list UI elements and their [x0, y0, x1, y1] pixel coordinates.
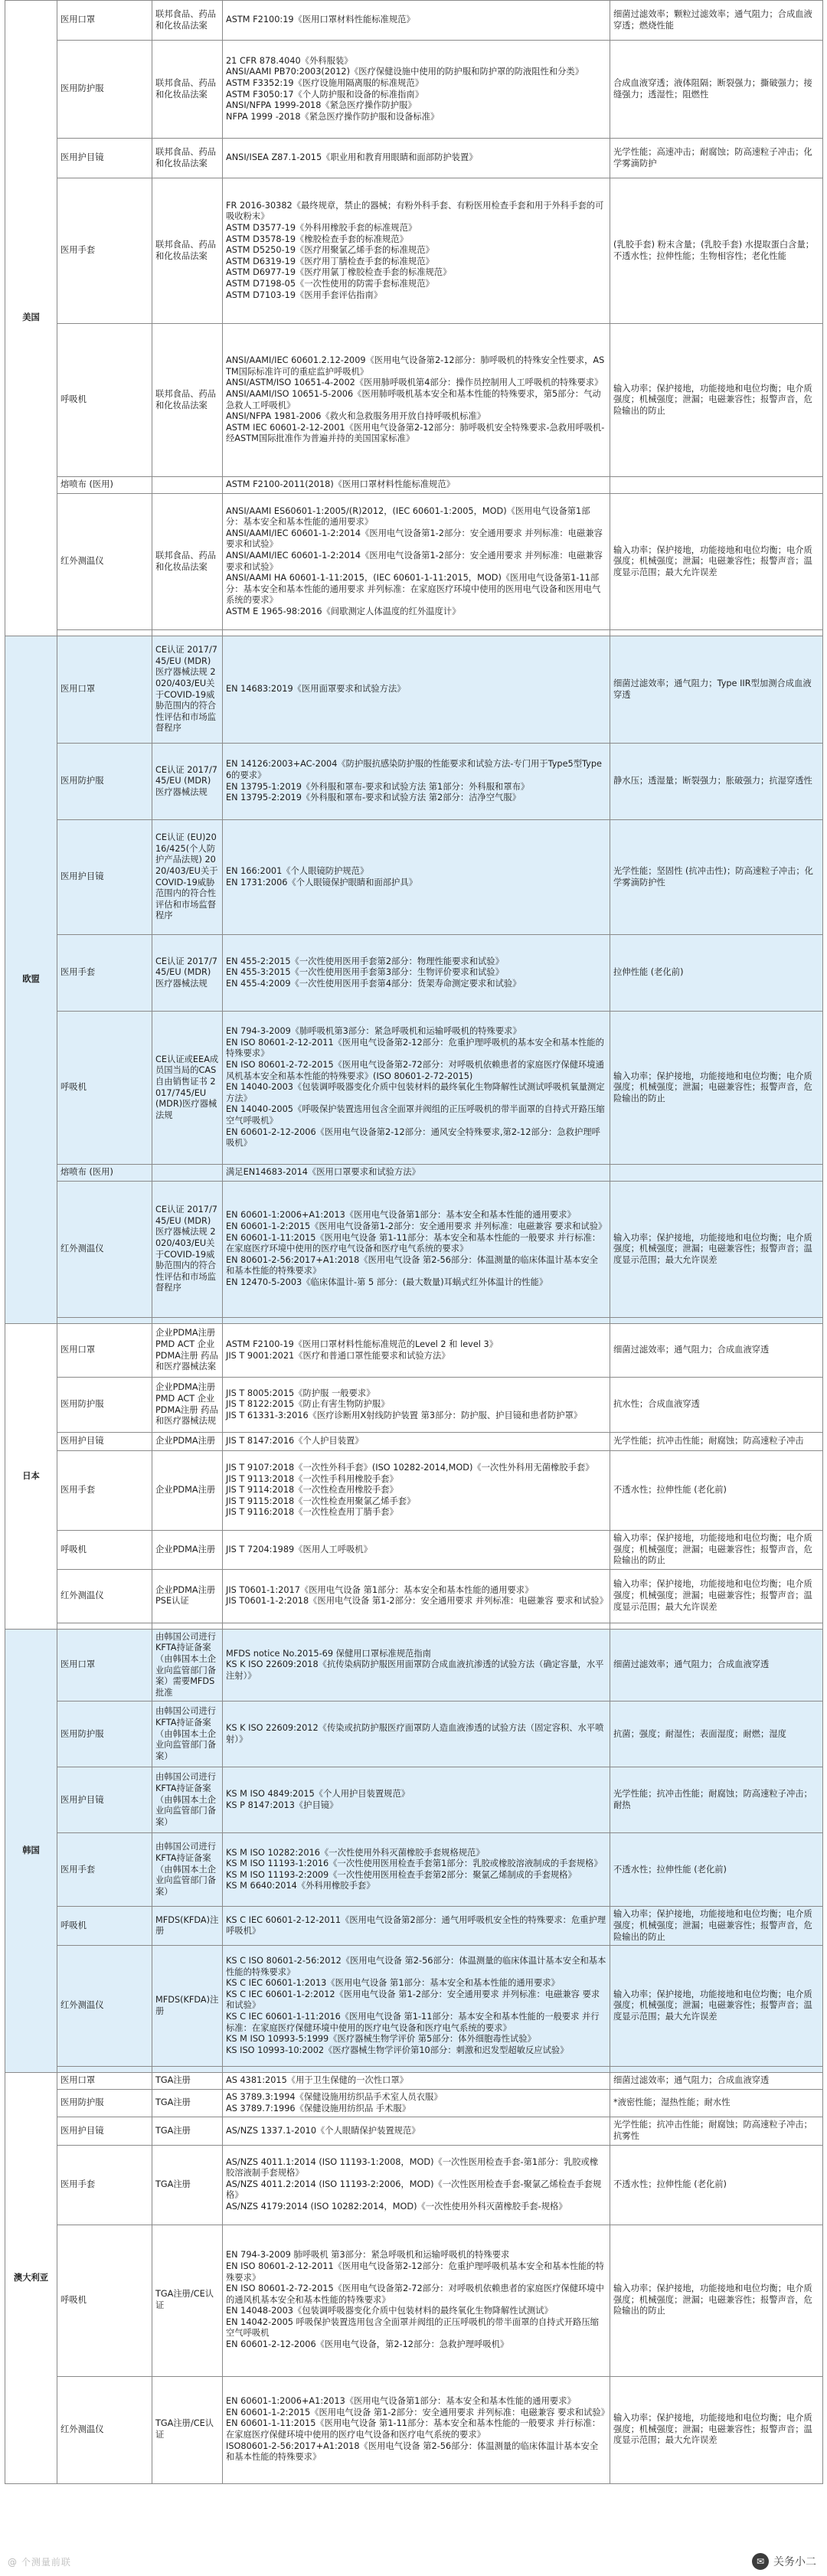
category-cell: 医用防护服	[57, 1702, 152, 1767]
table-row	[5, 2090, 823, 2117]
standard-line: ANSI/AAMI/IEC 60601-1-2:2014《医用电气设备第1-2部分：安全通用要求 并列标准：电磁兼容 要求和试验》	[226, 550, 603, 572]
standard-line: KS C ISO 80601-2-56:2012《医用电气设备 第2-56部分：体温测量的临床体温计基本安全和基本性能的特殊要求》	[226, 1955, 606, 1977]
indicators-cell	[610, 1318, 823, 1324]
category-cell: 熔喷布 (医用)	[57, 1165, 152, 1182]
table-row	[5, 935, 823, 1012]
standard-line: JIS T 9115:2018《一次性检查用聚氯乙烯手套》	[226, 1496, 416, 1506]
standard-line: ASTM F3352:19《医疗设施用隔离服的标准规范》	[226, 77, 424, 88]
category-cell: 医用手套	[57, 1451, 152, 1531]
standard-line: EN 60601-1-2:2015《医用电气设备 第1-2部分：安全通用要求 并列标准：电磁兼容 要求和试验》	[226, 2407, 610, 2417]
category-cell: 呼吸机	[57, 2225, 152, 2376]
category-cell	[57, 2067, 152, 2073]
standard-line: EN 794-3-2009《肺呼吸机第3部分：紧急呼吸机和运输呼吸机的特殊要求》	[226, 1026, 521, 1037]
regulation-cell: 联邦食品、药品和化妆品法案	[152, 324, 223, 477]
regulation-cell: 企业PDMA注册 PMD ACT 企业PDMA注册 药品和医疗器械法规	[152, 1378, 223, 1433]
category-cell: 医用防护服	[57, 2090, 152, 2117]
category-cell: 红外测温仪	[57, 2376, 152, 2483]
category-cell: 医用护目镜	[57, 139, 152, 178]
standards-cell	[223, 935, 610, 1012]
regulation-cell: TGA注册	[152, 2145, 223, 2225]
indicators-cell	[610, 630, 823, 636]
standard-line: ASTM F3050:17《个人防护服和设备的标准指南》	[226, 89, 424, 100]
standard-line: AS/NZS 4179:2014 (ISO 10282:2014，MOD)《一次性使用外科灭菌橡胶手套-规格》	[226, 2201, 567, 2212]
standard-line: KS C IEC 60601-1:2013《医用电气设备 第1部分：基本安全和基本性能的通用要求》	[226, 1978, 560, 1989]
standards-cell	[223, 2067, 610, 2073]
category-cell: 呼吸机	[57, 1531, 152, 1570]
table-row	[5, 1324, 823, 1378]
indicators-cell: 细菌过滤效率；通气阻力；Type IIR型加测合成血液穿透	[610, 636, 823, 744]
standards-cell	[223, 1833, 610, 1907]
table-row	[5, 1946, 823, 2067]
standard-line: EN 166:2001《个人眼镜防护规范》	[226, 865, 369, 876]
standards-cell	[223, 2225, 610, 2376]
regulation-cell: MFDS(KFDA)注册	[152, 1907, 223, 1946]
standards-cell	[223, 1318, 610, 1324]
standard-line: ANSI/ASTM/ISO 10651-4-2002《医用肺呼吸机第4部分：操作员控制用人工呼吸机的特殊要求》	[226, 378, 603, 388]
standard-line: KS M ISO 11193-1:2016《一次性使用医用检查手套第1部分：乳胶或橡胶溶液制成的手套规格》	[226, 1858, 603, 1869]
standard-line: KS M ISO 10282:2016《一次性使用外科灭菌橡胶手套规格规范》	[226, 1847, 485, 1858]
standards-cell	[223, 1702, 610, 1767]
standard-line: ASTM F2100-2011(2018)《医用口罩材料性能标准规范》	[226, 479, 455, 490]
regulation-cell: CE认证 2017/745/EU (MDR)医疗器械法规	[152, 744, 223, 820]
indicators-cell: 光学性能；坚固性 (抗冲击性)；防高速粒子冲击；化学雾滴防护性	[610, 820, 823, 935]
regulation-cell	[152, 2067, 223, 2073]
standards-cell	[223, 2117, 610, 2145]
standard-line: EN 60601-1-11:2015《医用电气设备 第1-11部分：基本安全和基本性能的一般要求 并行标准：在家庭医疗保健环境中使用的医疗电气设备和医疗电气系统的要求》	[226, 2418, 601, 2440]
indicators-cell: 输入功率；保护接地，功能接地和电位均衡；电介质强度；机械强度；泄漏；电磁兼容性；报警声音，危险输出的防止	[610, 2225, 823, 2376]
category-cell	[57, 1318, 152, 1324]
standards-cell	[223, 1012, 610, 1165]
standard-line: EN 60601-1-11:2015《医用电气设备 第1-11部分：基本安全和基本性能的一般要求 并行标准：在家庭医疗环境中使用的医疗电气设备和医疗电气系统的要求》	[226, 1232, 601, 1254]
regulation-cell: 企业PDMA注册 PSE认证	[152, 1569, 223, 1623]
standard-line: AS 3789.7:1996《保健设施用纺织品 手术服》	[226, 2103, 411, 2113]
standard-line: EN 60601-2-12-2006《医用电气设备，第2-12部分：急救护理呼吸机》	[226, 2339, 509, 2350]
standard-line: EN 455-2:2015《一次性使用医用手套第2部分：物理性能要求和试验》	[226, 956, 504, 966]
regulation-cell: 联邦食品、药品和化妆品法案	[152, 178, 223, 324]
regulation-cell: CE认证 2017/745/EU (MDR)医疗器械法规 2020/403/EU关于COVID-19威胁范围内的符合性评估和市场监督程序	[152, 636, 223, 744]
table-row	[5, 1569, 823, 1623]
standards-cell	[223, 1907, 610, 1946]
standard-line: JIS T 9116:2018《一次性检查用丁腈手套》	[226, 1507, 398, 1518]
indicators-cell: 不透水性；拉伸性能 (老化前)	[610, 2145, 823, 2225]
standard-line: JIS T 61331-3:2016《医疗诊断用X射线防护装置 第3部分：防护服、护目镜和患者防护罩》	[226, 1410, 583, 1420]
standard-line: KS M ISO 10993-5:1999《医疗器械生物学评价 第5部分：体外细胞毒性试验》	[226, 2034, 536, 2045]
table-row	[5, 1833, 823, 1907]
table-row	[5, 744, 823, 820]
indicators-cell: 输入功率；保护接地，功能接地和电位均衡；电介质强度；机械强度；泄漏；电磁兼容性；报警声音，危险输出的防止	[610, 1907, 823, 1946]
indicators-cell: (乳胶手套) 粉末含量；(乳胶手套) 水提取蛋白含量；不透水性；拉伸性能；生物相容性；老化性能	[610, 178, 823, 324]
category-cell: 医用防护服	[57, 1378, 152, 1433]
indicators-cell: 输入功率；保护接地，功能接地和电位均衡；电介质强度；机械强度；泄漏；电磁兼容性；报警声音，危险输出的防止	[610, 1012, 823, 1165]
standard-line: NFPA 1999 -2018《紧急医疗操作防护服和设备标准》	[226, 111, 440, 122]
standard-line: EN 794-3-2009 肺呼吸机 第3部分：紧急呼吸机和运输呼吸机的特殊要求	[226, 2250, 510, 2261]
indicators-cell: 合成血液穿透；液体阻隔；断裂强力；撕破强力；接缝强力；透湿性；阻燃性	[610, 41, 823, 139]
standards-cell	[223, 1767, 610, 1833]
standards-cell	[223, 636, 610, 744]
indicators-cell: 细菌过滤效率；颗粒过滤效率；通气阻力；合成血液穿透；燃烧性能	[610, 1, 823, 41]
standard-line: JIS T 9114:2018《一次性检查用橡胶手套》	[226, 1485, 398, 1496]
standard-line: EN 14042-2005 呼吸保护装置选用包含全面罩并阀组的正压呼吸机的带半面罩的自持式开路压缩空气呼吸机	[226, 2316, 599, 2339]
table-row	[5, 1907, 823, 1946]
indicators-cell	[610, 1165, 823, 1182]
standard-line: EN 60601-2-12-2006《医用电气设备第2-12部分：通风安全特殊要求,第2-12部分：急救护理呼吸机》	[226, 1126, 600, 1149]
indicators-cell: 输入功率；保护接地，功能接地和电位均衡；电介质强度；机械强度；泄漏；电磁兼容性；报警声音；温度显示范围；最大允许误差	[610, 1946, 823, 2067]
standard-line: ANSI/AAMI/IEC 60601.2.12-2009《医用电气设备第2-12部分：肺呼吸机的特殊安全性要求，ASTM国际标准许可的重症监护呼吸机》	[226, 355, 605, 377]
standard-line: JIS T 9113:2018《一次性手科用橡胶手套》	[226, 1473, 398, 1484]
category-cell: 红外测温仪	[57, 494, 152, 630]
table-row	[5, 2073, 823, 2090]
category-cell	[57, 630, 152, 636]
table-row	[5, 178, 823, 324]
standard-line: EN 455-4:2009《一次性使用医用手套第4部分：货架寿命测定要求和试验》	[226, 978, 521, 989]
standards-cell	[223, 2090, 610, 2117]
standard-line: AS/NZS 4011.1:2014 (ISO 11193-1:2008，MOD)《一次性医用检查手套-第1部分：乳胶或橡胶溶液制手套规格》	[226, 2156, 599, 2179]
regulation-cell	[152, 1318, 223, 1324]
standard-line: EN 12470-5-2003《临床体温计-第 5 部分：(最大数量)耳蜗式红外体温计的性能》	[226, 1277, 548, 1287]
table-row	[5, 1, 823, 41]
category-cell: 医用手套	[57, 178, 152, 324]
category-cell: 医用防护服	[57, 744, 152, 820]
watermark-right	[752, 2553, 816, 2570]
standard-line: ASTM D6319-19《医疗用丁腈检查手套的标准规范》	[226, 256, 434, 266]
indicators-cell	[610, 477, 823, 494]
standard-line: EN 14126:2003+AC-2004《防护服抗感染防护服的性能要求和试验方法-专门用于Type5型Type6的要求》	[226, 759, 602, 780]
category-cell: 呼吸机	[57, 324, 152, 477]
standard-line: AS 3789.3:1994《保健设施用纺织品手术室人员衣服》	[226, 2092, 443, 2103]
category-cell: 红外测温仪	[57, 1182, 152, 1318]
regulation-cell: TGA注册	[152, 2073, 223, 2090]
spacer-row	[5, 1623, 823, 1629]
standards-cell	[223, 1433, 610, 1451]
regulation-cell: CE认证 (EU)2016/425(个人防护产品法规) 2020/403/EU关于COVID-19威胁范围内的符合性评估和市场监督程序	[152, 820, 223, 935]
standards-cell	[223, 2145, 610, 2225]
standard-line: EN ISO 80601-2-12-2011《医用电气设备第2-12部分：危重护理呼吸机基本安全和基本性能的特殊要求》	[226, 2261, 604, 2283]
indicators-cell	[610, 2067, 823, 2073]
standard-line: EN 14048-2003《包装调呼吸器变化介质中包装材料的最终氧化生物降解性试测试》	[226, 2306, 553, 2316]
table-row	[5, 139, 823, 178]
watermark-account-name: 关务小二	[773, 2556, 816, 2568]
standard-line: ANSI/NFPA 1999-2018《紧急医疗操作防护服》	[226, 100, 417, 111]
indicators-cell: 光学性能；高速冲击；耐腐蚀；防高速粒子冲击；化学雾滴防护	[610, 139, 823, 178]
indicators-cell	[610, 1623, 823, 1629]
standards-cell	[223, 1629, 610, 1702]
category-cell: 红外测温仪	[57, 1946, 152, 2067]
category-cell: 医用手套	[57, 2145, 152, 2225]
regulation-cell	[152, 477, 223, 494]
standard-line: ISO80601-2-56:2017+A1:2018《医用电气设备 第2-56部分：体温测量的临床体温计基本安全和基本性能的特殊要求》	[226, 2440, 599, 2463]
standard-line: EN 14683:2019《医用面罩要求和试验方法》	[226, 684, 406, 695]
standard-line: JIS T 7204:1989《医用人工呼吸机》	[226, 1544, 372, 1554]
table-row	[5, 1378, 823, 1433]
regulation-cell: 企业PDMA注册 PMD ACT 企业PDMA注册 药品和医疗器械法案	[152, 1324, 223, 1378]
standards-cell	[223, 630, 610, 636]
standard-line: EN 80601-2-56:2017+A1:2018《医用电气设备 第2-56部分：体温测量的临床体温计基本安全和基本性能的特殊要求》	[226, 1254, 598, 1277]
wechat-icon: ✉	[752, 2553, 769, 2570]
table-row	[5, 2225, 823, 2376]
standard-line: EN 1731:2006《个人眼镜保护眼睛和面部护具》	[226, 877, 417, 888]
country-cell: 欧盟	[5, 636, 57, 1324]
indicators-cell: 拉伸性能 (老化前)	[610, 935, 823, 1012]
standard-line: EN ISO 80601-2-72-2015《医用电气设备第2-72部分：对呼吸机依赖患者的家庭医疗保健环境通风机基本安全和基本性能的特殊要求》(ISO 80601-2-72-2015)	[226, 1060, 604, 1081]
standard-line: JIS T 8122:2015《防止有害生物防护服》	[226, 1399, 390, 1410]
regulation-cell: 企业PDMA注册	[152, 1531, 223, 1570]
standards-cell	[223, 1531, 610, 1570]
standard-line: KS K ISO 22609:2012《传染或抗防护服医疗面罩防人造血液渗透的试验方法（固定容积、水平喷射）》	[226, 1723, 604, 1744]
regulation-cell: 由韩国公司进行KFTA持证备案（由韩国本土企业向监管部门备案）	[152, 1767, 223, 1833]
standard-line: KS P 8147:2013《护目镜》	[226, 1800, 338, 1810]
standards-cell	[223, 1623, 610, 1629]
standard-line: AS 4381:2015《用于卫生保健的一次性口罩》	[226, 2075, 408, 2086]
standard-line: FR 2016-30382《最终规章，禁止的器械；有粉外科手套、有粉医用检查手套和用于外科手套的可吸收粉末》	[226, 200, 604, 222]
indicators-cell: 输入功率；保护接地，功能接地和电位均衡；电介质强度；机械强度；泄漏；电磁兼容性；报警声音；温度显示范围；最大允许误差	[610, 494, 823, 630]
category-cell: 医用手套	[57, 1833, 152, 1907]
regulation-cell: 企业PDMA注册	[152, 1433, 223, 1451]
standard-line: EN 13795-2:2019《外科服和罩布-要求和试验方法 第2部分：洁净空气服》	[226, 793, 521, 803]
standard-line: ANSI/AAMI HA 60601-1-11:2015，(IEC 60601-1-11:2015，MOD)《医用电气设备第1-11部分：基本安全和基本性能的通用要求 并列标准：在家庭医疗环境中使用的医用电气设备和医用电气系统的要求》	[226, 573, 601, 606]
category-cell: 医用防护服	[57, 41, 152, 139]
regulation-cell: 联邦食品、药品和化妆品法案	[152, 1, 223, 41]
standard-line: 满足EN14683-2014《医用口罩要求和试验方法》	[226, 1167, 420, 1178]
standard-line: ASTM F2100-19《医用口罩材料性能标准规范的Level 2 和 level 3》	[226, 1339, 498, 1349]
table-row	[5, 1451, 823, 1531]
standard-line: ASTM D7103-19《医用手套评估指南》	[226, 289, 383, 300]
category-cell: 医用护目镜	[57, 1767, 152, 1833]
table-row	[5, 1165, 823, 1182]
table-row	[5, 494, 823, 630]
standard-line: EN 14040-2005《呼吸保护装置选用包含全面罩并阀组的正压呼吸机的带半面罩的自持式开路压缩空气呼吸机》	[226, 1104, 605, 1126]
indicators-cell: 输入功率；保护接地，功能接地和电位均衡；电介质强度；机械强度；泄漏；电磁兼容性；报警声音；温度显示范围；最大允许误差	[610, 1182, 823, 1318]
country-cell: 美国	[5, 1, 57, 636]
category-cell: 医用护目镜	[57, 820, 152, 935]
standard-line: JIS T0601-1-2:2018《医用电气设备 第1-2部分：安全通用要求 并列标准：电磁兼容 要求和试验》	[226, 1596, 608, 1607]
standards-cell	[223, 1378, 610, 1433]
category-cell: 医用口罩	[57, 2073, 152, 2090]
standards-cell	[223, 1, 610, 41]
standards-cell	[223, 1165, 610, 1182]
standard-line: JIS T 8005:2015《防护服 一般要求》	[226, 1388, 375, 1398]
category-cell: 医用口罩	[57, 636, 152, 744]
spacer-row	[5, 1318, 823, 1324]
indicators-cell: 细菌过滤效率；通气阻力；合成血液穿透	[610, 1324, 823, 1378]
standards-cell	[223, 477, 610, 494]
table-row	[5, 477, 823, 494]
standard-line: AS/NZS 1337.1-2010《个人眼睛保护装置规范》	[226, 2125, 420, 2136]
regulation-cell	[152, 1623, 223, 1629]
standards-cell	[223, 41, 610, 139]
standards-cell	[223, 2376, 610, 2483]
standard-line: JIS T 9107:2018《一次性外科手套》(ISO 10282-2014,MOD)《一次性外科用无菌橡胶手套》	[226, 1463, 594, 1473]
indicators-cell: 抗水性；合成血液穿透	[610, 1378, 823, 1433]
standard-line: ASTM E 1965-98:2016《间歇测定人体温度的红外温度计》	[226, 606, 461, 616]
standard-line: KS C IEC 60601-1-11:2016《医用电气设备 第1-11部分：基本安全和基本性能的一般要求 并行标准：在家庭医疗保健环境中使用的医疗电气设备和医疗电气系统的要求》	[226, 2011, 600, 2033]
indicators-cell: 输入功率；保护接地，功能接地和电位均衡；电介质强度；机械强度；泄漏；电磁兼容性；报警声音；温度显示范围；最大允许误差	[610, 1569, 823, 1623]
indicators-cell: 不透水性；拉伸性能 (老化前)	[610, 1451, 823, 1531]
table-row	[5, 1767, 823, 1833]
standard-line: ANSI/NFPA 1981-2006《救火和急救服务用开放自持呼吸机标准》	[226, 411, 486, 422]
standards-cell	[223, 820, 610, 935]
standard-line: ASTM D5250-19《医疗用聚氯乙烯手套的标准规范》	[226, 245, 434, 256]
category-cell: 医用手套	[57, 935, 152, 1012]
standards-cell	[223, 2073, 610, 2090]
category-cell: 红外测温仪	[57, 1569, 152, 1623]
indicators-cell: 细菌过滤效率；通气阻力；合成血液穿透	[610, 2073, 823, 2090]
category-cell: 医用口罩	[57, 1324, 152, 1378]
indicators-cell: 光学性能；抗冲击性能；耐腐蚀；防高速粒子冲击；耐热	[610, 1767, 823, 1833]
standard-line: KS C IEC 60601-1-2:2012《医用电气设备 第1-2部分：安全通用要求 并列标准：电磁兼容 要求和试验》	[226, 1989, 600, 2011]
standard-line: ANSI/AAMI ES60601-1:2005/(R)2012，(IEC 60601-1:2005，MOD)《医用电气设备第1部分：基本安全和基本性能的通用要求》	[226, 505, 590, 528]
regulation-cell: 企业PDMA注册	[152, 1451, 223, 1531]
regulation-cell: TGA注册	[152, 2090, 223, 2117]
standard-line: KS M 6640:2014《外科用橡胶手套》	[226, 1881, 375, 1891]
standards-cell	[223, 494, 610, 630]
category-cell: 呼吸机	[57, 1907, 152, 1946]
table-row	[5, 1182, 823, 1318]
standard-line: EN 60601-1:2006+A1:2013《医用电气设备第1部分：基本安全和基本性能的通用要求》	[226, 1210, 576, 1221]
watermark-left: @ 个测量前联	[8, 2557, 71, 2568]
table-row	[5, 636, 823, 744]
standards-cell	[223, 744, 610, 820]
standard-line: AS/NZS 4011.2:2014 (ISO 11193-2:2006，MOD)《一次性医用检查手套-聚氯乙烯检查手套规格》	[226, 2179, 602, 2201]
standard-line: EN ISO 80601-2-12-2011《医用电气设备第2-12部分：危重护理呼吸机的基本安全和基本性能的特殊要求》	[226, 1037, 604, 1059]
regulation-cell: 联邦食品、药品和化妆品法案	[152, 41, 223, 139]
standard-line: KS M ISO 4849:2015《个人用护目装置规范》	[226, 1789, 410, 1800]
regulation-cell: CE认证或EEA成员国当局的CAS自由销售证书 2017/745/EU (MDR)医疗器械法规	[152, 1012, 223, 1165]
standard-line: ANSI/AAMI/IEC 60601-1-2:2014《医用电气设备第1-2部分：安全通用要求 并列标准：电磁兼容 要求和试验》	[226, 528, 603, 550]
standard-line: KS K ISO 22609:2018《抗传染病防护服医用面罩防合成血液抗渗透的试验方法（确定容量，水平注射）》	[226, 1659, 604, 1681]
standard-line: ANSI/AAMI/ISO 10651-5-2006《医用肺呼吸机基本安全和基本性能的特殊要求，第5部分：气动急救人工呼吸机》	[226, 388, 601, 410]
indicators-cell: 不透水性；拉伸性能 (老化前)	[610, 1833, 823, 1907]
table-row	[5, 1012, 823, 1165]
category-cell: 呼吸机	[57, 1012, 152, 1165]
standard-line: EN 455-3:2015《一次性使用医用手套第3部分：生物评价要求和试验》	[226, 967, 504, 978]
standard-line: ANSI/ISEA Z87.1-2015《职业用和教育用眼睛和面部防护装置》	[226, 152, 478, 163]
standards-cell	[223, 139, 610, 178]
standard-line: ANSI/AAMI PB70:2003(2012)《医疗保健设施中使用的防护服和防护罩的防液阻性和分类》	[226, 67, 584, 77]
category-cell	[57, 1623, 152, 1629]
standards-cell	[223, 324, 610, 477]
standards-table	[5, 0, 823, 2484]
regulation-cell: 由韩国公司进行KFTA持证备案（由韩国本土企业向监管部门备案）需要MFDS批准	[152, 1629, 223, 1702]
standards-cell	[223, 1182, 610, 1318]
standards-cell	[223, 1324, 610, 1378]
standards-cell	[223, 1451, 610, 1531]
regulation-cell	[152, 630, 223, 636]
standard-line: MFDS notice No.2015-69 保健用口罩标准规范指南	[226, 1648, 431, 1659]
table-row	[5, 41, 823, 139]
regulation-cell	[152, 1165, 223, 1182]
regulation-cell: 由韩国公司进行KFTA持证备案（由韩国本土企业向监管部门备案）	[152, 1702, 223, 1767]
indicators-cell: 输入功率；保护接地，功能接地和电位均衡；电介质强度；机械强度；泄漏；电磁兼容性；报警声音；温度显示范围；最大允许误差	[610, 2376, 823, 2483]
standards-cell	[223, 1569, 610, 1623]
indicators-cell: 输入功率；保护接地，功能接地和电位均衡；电介质强度；机械强度；泄漏；电磁兼容性；报警声音，危险输出的防止	[610, 324, 823, 477]
regulation-cell: CE认证 2017/745/EU (MDR)医疗器械法规	[152, 935, 223, 1012]
standards-cell	[223, 1946, 610, 2067]
standard-line: KS M ISO 11193-2:2009《一次性使用医用检查手套第2部分：聚氯乙烯制成的手套规格》	[226, 1869, 577, 1880]
table-row	[5, 1433, 823, 1451]
standard-line: 21 CFR 878.4040《外科服装》	[226, 55, 353, 66]
table-row	[5, 1629, 823, 1702]
regulation-cell: TGA注册/CE认证	[152, 2225, 223, 2376]
indicators-cell: 抗菌；强度；耐湿性；表面湿度；耐燃；湿度	[610, 1702, 823, 1767]
standard-line: JIS T 8147:2016《个人护目装置》	[226, 1436, 364, 1447]
standard-line: ASTM D6977-19《医疗用氯丁橡胶检查手套的标准规范》	[226, 267, 452, 278]
standard-line: EN ISO 80601-2-72-2015《医用电气设备第2-72部分：对呼吸机依赖患者的家庭医疗保健环境中的通风机基本安全和基本性能的特殊要求》	[226, 2283, 604, 2305]
country-cell: 日本	[5, 1324, 57, 1630]
standard-line: EN 60601-1:2006+A1:2013《医用电气设备第1部分：基本安全和基本性能的通用要求》	[226, 2396, 576, 2407]
standard-line: ASTM D3577-19《外科用橡胶手套的标准规范》	[226, 223, 417, 234]
table-row	[5, 2145, 823, 2225]
category-cell: 医用口罩	[57, 1, 152, 41]
standard-line: KS ISO 10993-10:2002《医疗器械生物学评价第10部分：刺激和迟发型超敏反应试验》	[226, 2045, 569, 2055]
country-cell: 韩国	[5, 1629, 57, 2072]
regulation-cell: 联邦食品、药品和化妆品法案	[152, 139, 223, 178]
standard-line: ASTM D7198-05《一次性使用的防需手套标准规范》	[226, 278, 434, 289]
indicators-cell: 输入功率；保护接地，功能接地和电位均衡；电介质强度；机械强度；泄漏；电磁兼容性；报警声音，危险输出的防止	[610, 1531, 823, 1570]
regulation-cell: TGA注册/CE认证	[152, 2376, 223, 2483]
spacer-row	[5, 630, 823, 636]
regulation-cell: CE认证 2017/745/EU (MDR)医疗器械法规 2020/403/EU关于COVID-19威胁范围内的符合性评估和市场监督程序	[152, 1182, 223, 1318]
category-cell: 熔喷布 (医用)	[57, 477, 152, 494]
country-cell: 澳大利亚	[5, 2073, 57, 2483]
standard-line: EN 14040-2003《包装调呼吸器变化介质中包装材料的最终氧化生物降解性试测试呼吸机氧量测定方法》	[226, 1082, 605, 1103]
standard-line: ASTM IEC 60601-2-12-2001《医用电气设备第2-12部分：肺呼吸机安全特殊要求-急救用呼吸机-经ASTM国际批准作为普遍并持的美国国家标准》	[226, 422, 605, 444]
table-row	[5, 1531, 823, 1570]
standards-cell	[223, 178, 610, 324]
spacer-row	[5, 2067, 823, 2073]
standard-line: ASTM F2100:19《医用口罩材料性能标准规范》	[226, 15, 415, 25]
standard-line: JIS T0601-1:2017《医用电气设备 第1部分：基本安全和基本性能的通用要求》	[226, 1584, 534, 1595]
regulation-cell: TGA注册	[152, 2117, 223, 2145]
indicators-cell: *液密性能；湿热性能；耐水性	[610, 2090, 823, 2117]
table-row	[5, 820, 823, 935]
table-row	[5, 2117, 823, 2145]
category-cell: 医用口罩	[57, 1629, 152, 1702]
table-row	[5, 2376, 823, 2483]
standard-line: KS C IEC 60601-2-12-2011《医用电气设备第2部分：通气用呼吸机安全性的特殊要求：危重护理呼吸机》	[226, 1914, 606, 1937]
regulation-cell: 由韩国公司进行KFTA持证备案（由韩国本土企业向监管部门备案）	[152, 1833, 223, 1907]
indicators-cell: 细菌过滤效率；通气阻力；合成血液穿透	[610, 1629, 823, 1702]
standard-line: JIS T 9001:2021《医疗和普通口罩性能要求和试验方法》	[226, 1350, 450, 1361]
regulation-cell: MFDS(KFDA)注册	[152, 1946, 223, 2067]
table-row	[5, 1702, 823, 1767]
indicators-cell: 光学性能；抗冲击性能；耐腐蚀；防高速粒子冲击；抗雾性	[610, 2117, 823, 2145]
standard-line: ASTM D3578-19《橡胶检查手套的标准规范》	[226, 234, 408, 244]
table-row	[5, 324, 823, 477]
indicators-cell: 静水压；透湿量；断裂强力；胀破强力；抗湿穿透性	[610, 744, 823, 820]
standard-line: EN 13795-1:2019《外科服和罩布-要求和试验方法 第1部分：外科服和罩布》	[226, 781, 530, 792]
category-cell: 医用护目镜	[57, 2117, 152, 2145]
standard-line: EN 60601-1-2:2015《医用电气设备第1-2部分：安全通用要求 并列标准：电磁兼容 要求和试验》	[226, 1221, 607, 1232]
indicators-cell: 光学性能；抗冲击性能；耐腐蚀；防高速粒子冲击	[610, 1433, 823, 1451]
regulation-cell: 联邦食品、药品和化妆品法案	[152, 494, 223, 630]
category-cell: 医用护目镜	[57, 1433, 152, 1451]
